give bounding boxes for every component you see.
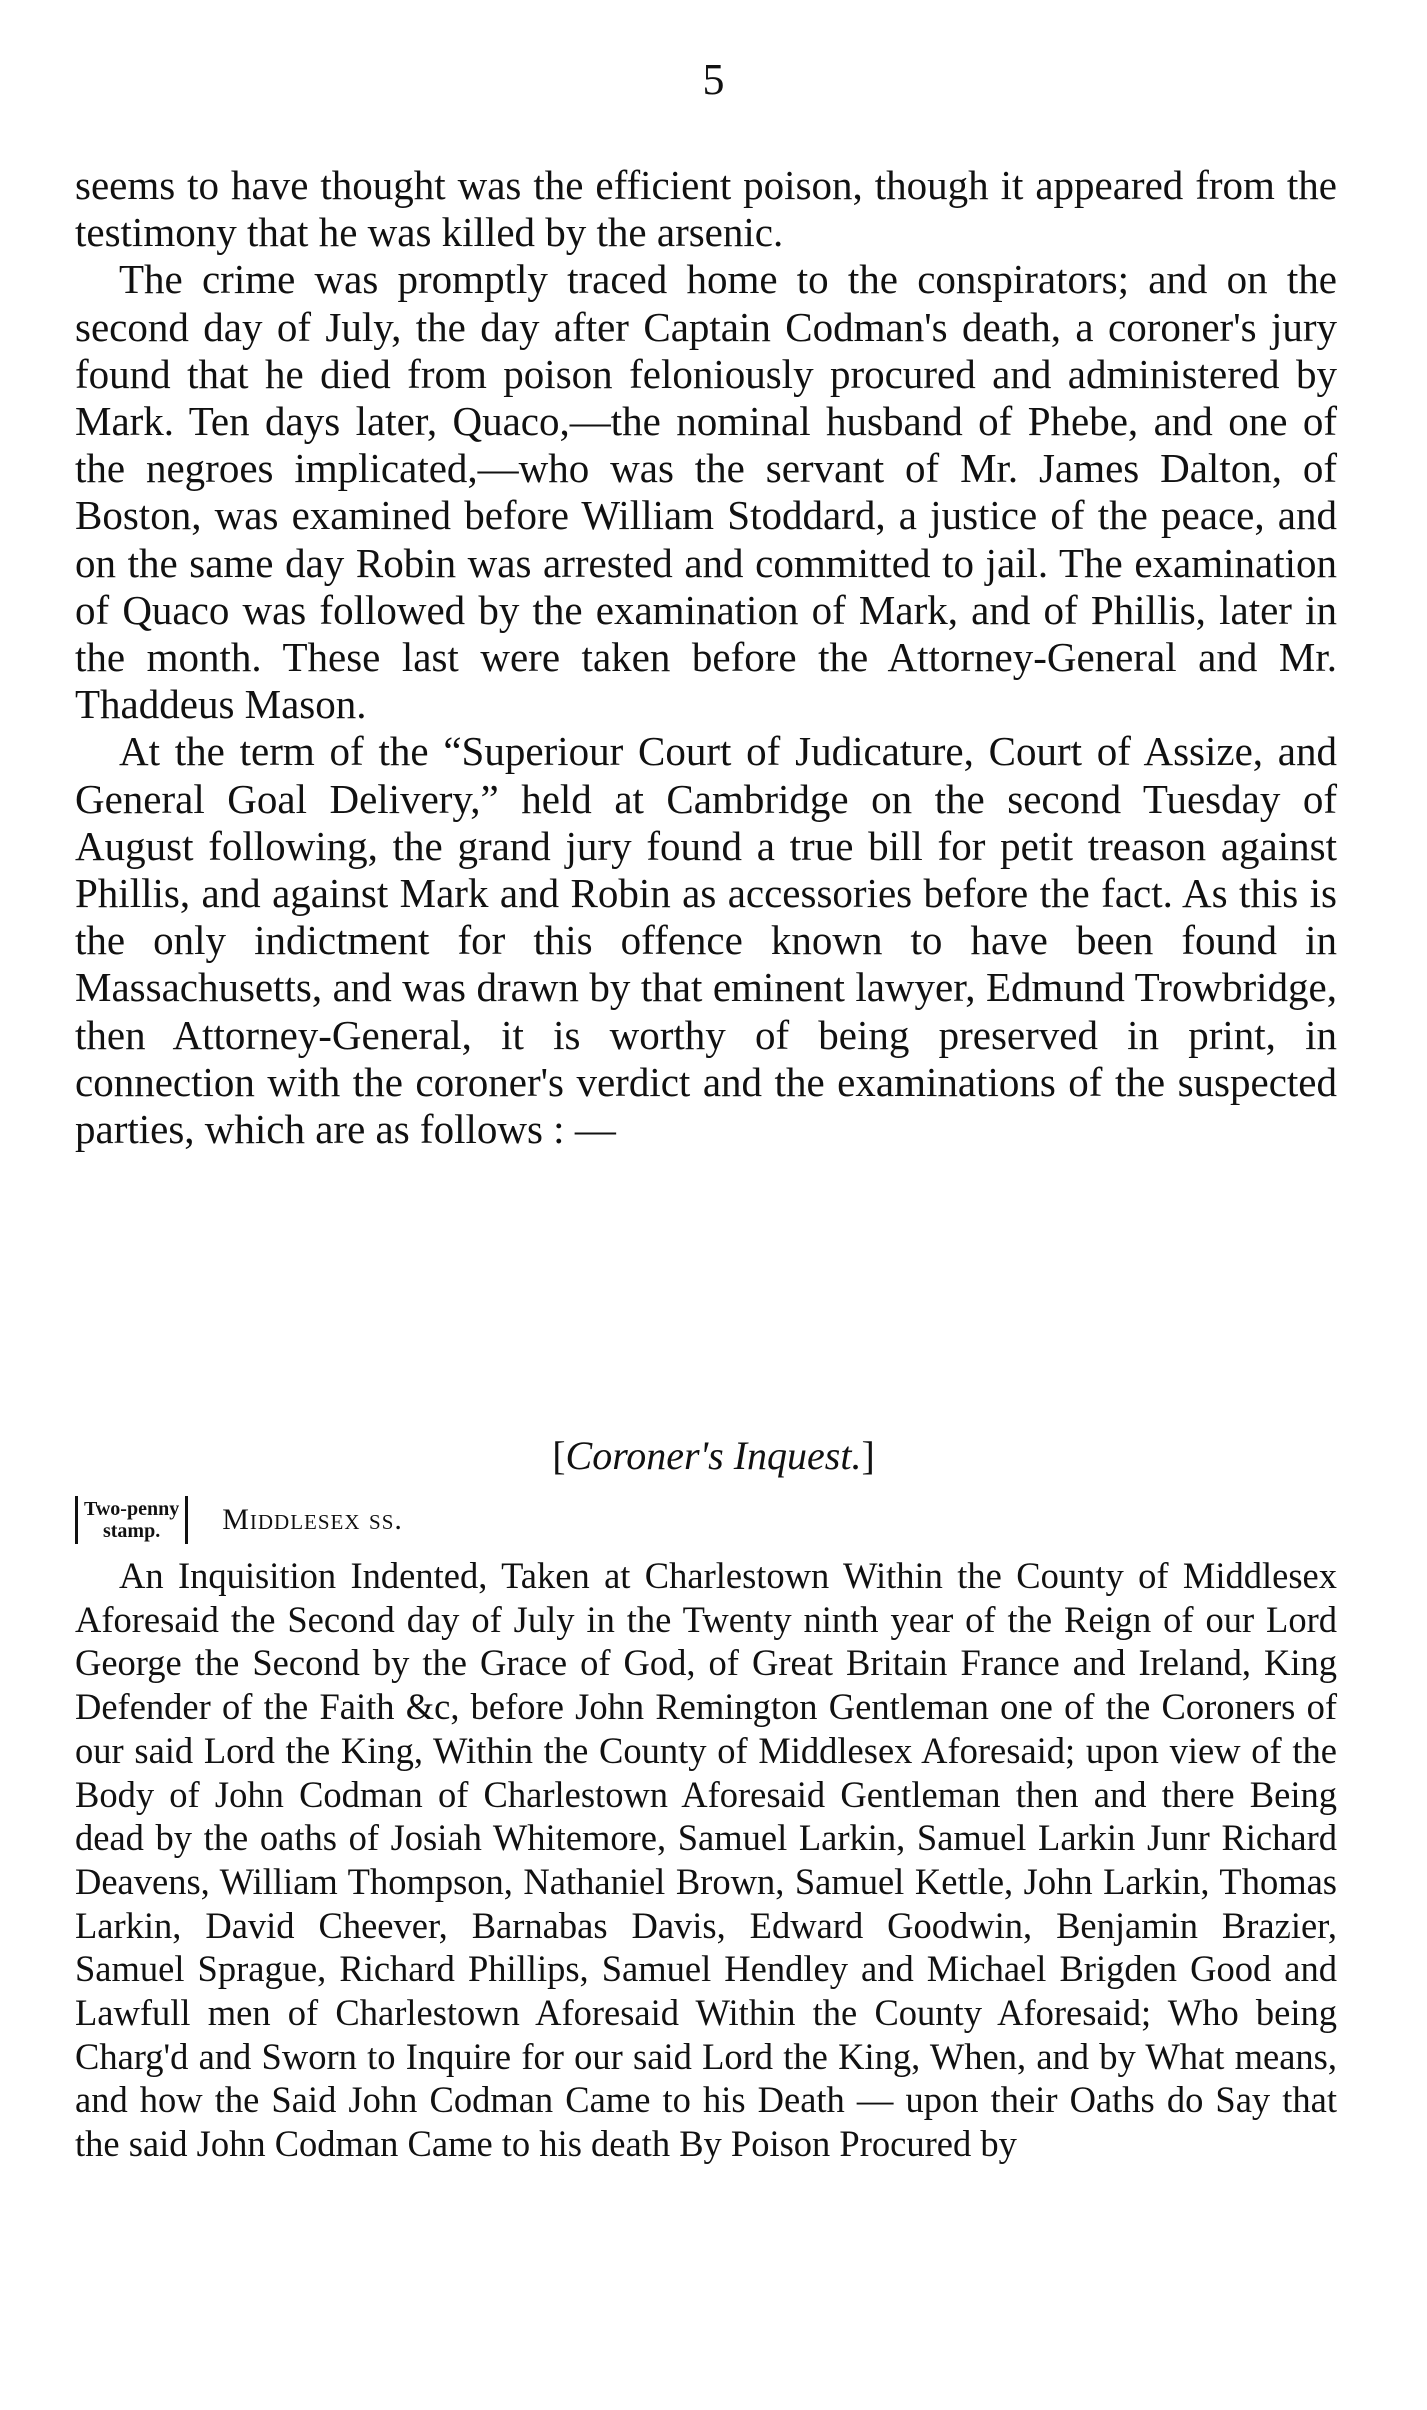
paragraph: At the term of the “Superiour Court of Judicature, Court of Assize, and General Goal Delivery,” held at Cambridge on the second Tuesday of August following, the grand jury found a true bill for petit treason against Phillis, and against Mark and Robin as accessories before the fact. As this is the only indictment for this offence known to have been found in Massachusetts, and was drawn by that eminent lawyer, Edmund Trowbridge, then Attorney-General, it is worthy of being preserved in print, in connection with the coroner's verdict and the examinations of the suspected parties, which are as follows : —	[75, 728, 1337, 1153]
heading-bracket-open: [	[552, 1433, 566, 1478]
stamp-label-line2: stamp.	[102, 1520, 161, 1542]
inquest-text	[75, 1554, 1337, 2166]
paragraph: seems to have thought was the efficient poison, though it appeared from the testimony that he was killed by the arsenic.	[75, 162, 1337, 256]
inquest-paragraph: An Inquisition Indented, Taken at Charlestown Within the County of Middlesex Aforesaid the Second day of July in the Twenty ninth year of the Reign of our Lord George the Second by the Grace of God, of Great Britain France and Ireland, King Defender of the Faith &c, before John Remington Gentleman one of the Coroners of our said Lord the King, Within the County of Middlesex Aforesaid; upon view of the Body of John Codman of Charlestown Aforesaid Gentleman then and there Being dead by the oaths of Josiah Whitemore, Samuel Larkin, Samuel Larkin Junr Richard Deavens, William Thompson, Nathaniel Brown, Samuel Kettle, John Larkin, Thomas Larkin, David Cheever, Barnabas Davis, Edward Goodwin, Benjamin Brazier, Samuel Sprague, Richard Phillips, Samuel Hendley and Michael Brigden Good and Lawfull men of Charlestown Aforesaid Within the County Aforesaid; Who being Charg'd and Sworn to Inquire for our said Lord the King, When, and by What means, and how the Said John Codman Came to his Death — upon their Oaths do Say that the said John Codman Came to his death By Poison Procured by	[75, 1555, 1337, 2165]
stamp-box	[75, 1496, 188, 1544]
body-text	[75, 162, 1337, 1153]
county-designation: Middlesex ss.	[222, 1503, 403, 1536]
heading-title: Coroner's Inquest.	[565, 1433, 862, 1478]
stamp-label-line1: Two-penny	[84, 1498, 180, 1520]
page-number: 5	[702, 55, 725, 104]
heading-bracket-close: ]	[861, 1433, 875, 1478]
inquest-heading	[0, 1432, 1427, 1480]
stamp-line	[75, 1490, 403, 1550]
paragraph: The crime was promptly traced home to the conspirators; and on the second day of July, the day after Captain Codman's death, a coroner's jury found that he died from poison feloniously procured and administered by Mark. Ten days later, Quaco,—the nominal husband of Phebe, and one of the negroes implicated,—who was the servant of Mr. James Dalton, of Boston, was examined before William Stoddard, a justice of the peace, and on the same day Robin was arrested and committed to jail. The examination of Quaco was followed by the examination of Mark, and of Phillis, later in the month. These last were taken before the Attorney-General and Mr. Thaddeus Mason.	[75, 256, 1337, 728]
